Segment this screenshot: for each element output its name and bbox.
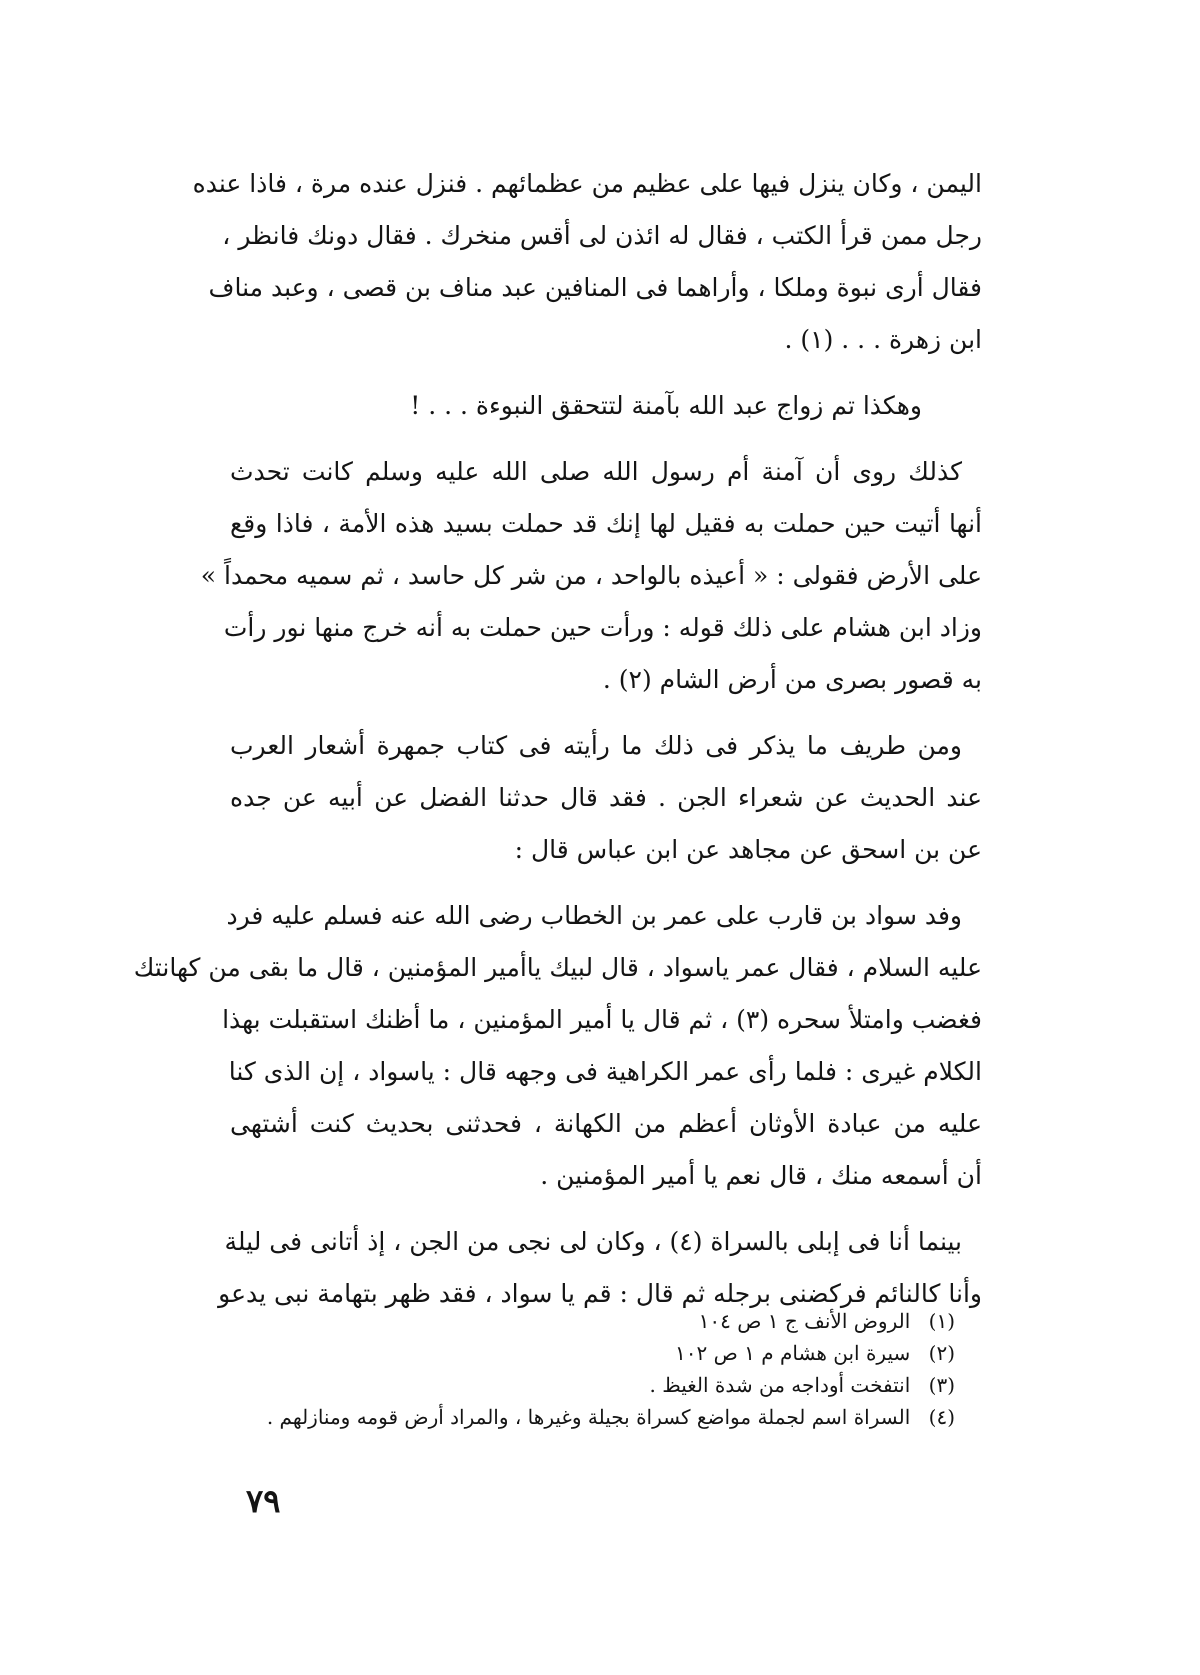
text-line: عليه السلام ، فقال عمر ياسواد ، قال لبيك ياأمير المؤمنين ، قال ما بقى من كهانتك <box>133 953 982 982</box>
text-line: وأنا كالنائم فركضنى برجله ثم قال : قم يا سواد ، فقد ظهر بتهامة نبى يدعو <box>218 1279 982 1308</box>
footnote-text: انتفخت أوداجه من شدة الغيظ . <box>649 1373 911 1397</box>
text-line: ابن زهرة . . . (١) . <box>784 325 982 354</box>
footnote-number: (١) <box>928 1309 955 1333</box>
footnote-text: السراة اسم لجملة مواضع كسراة بجيلة وغيرها ، والمراد أرض قومه ومنازلهم . <box>266 1405 911 1429</box>
paragraph <box>200 446 982 706</box>
text-line: على الأرض فقولى : « أعيذه بالواحد ، من شر كل حاسد ، ثم سميه محمداً » <box>200 561 982 590</box>
footnote <box>240 1305 955 1337</box>
text-line: ومن طريف ما يذكر فى ذلك ما رأيته فى كتاب جمهرة أشعار العرب <box>230 731 962 760</box>
paragraph <box>133 890 982 1202</box>
text-line: عن بن اسحق عن مجاهد عن ابن عباس قال : <box>514 835 982 864</box>
text-line: اليمن ، وكان ينزل فيها على عظيم من عظمائهم . فنزل عنده مرة ، فاذا عنده <box>192 169 982 198</box>
text-line: فغضب وامتلأ سحره (٣) ، ثم قال يا أمير المؤمنين ، ما أظنك استقبلت بهذا <box>222 1005 982 1034</box>
text-line: رجل ممن قرأ الكتب ، فقال له ائذن لى أقس منخرك . فقال دونك فانظر ، <box>222 221 982 250</box>
text-line: أنها أتيت حين حملت به فقيل لها إنك قد حملت بسيد هذه الأمة ، فاذا وقع <box>230 509 982 538</box>
footnotes <box>240 1305 955 1433</box>
paragraph <box>230 720 982 876</box>
text-line: عليه من عبادة الأوثان أعظم من الكهانة ، فحدثنى بحديث كنت أشتهى <box>230 1109 982 1138</box>
footnote-number: (٣) <box>928 1373 955 1397</box>
text-line: وزاد ابن هشام على ذلك قوله : ورأت حين حملت به أنه خرج منها نور رأت <box>223 613 982 642</box>
text-line: به قصور بصرى من أرض الشام (٢) . <box>602 665 982 694</box>
text-line: وهكذا تم زواج عبد الله بآمنة لتتحقق النبوءة . . . ! <box>410 391 922 420</box>
text-line: بينما أنا فى إبلى بالسراة (٤) ، وكان لى نجى من الجن ، إذ أتانى فى ليلة <box>224 1227 962 1256</box>
text-line: وفد سواد بن قارب على عمر بن الخطاب رضى الله عنه فسلم عليه فرد <box>226 901 962 930</box>
text-line: فقال أرى نبوة وملكا ، وأراهما فى المنافين عبد مناف بن قصى ، وعبد مناف <box>208 273 982 302</box>
paragraph <box>230 380 982 432</box>
text-line: عند الحديث عن شعراء الجن . فقد قال حدثنا الفضل عن أبيه عن جده <box>230 783 982 812</box>
footnote-number: (٢) <box>928 1341 955 1365</box>
footnote-number: (٤) <box>928 1405 955 1429</box>
footnote <box>240 1337 955 1369</box>
text-line: الكلام غيرى : فلما رأى عمر الكراهية فى وجهه قال : ياسواد ، إن الذى كنا <box>228 1057 982 1086</box>
footnote <box>240 1401 955 1433</box>
footnote-text: سيرة ابن هشام م ١ ص ١٠٢ <box>675 1341 911 1365</box>
paragraph <box>192 158 982 366</box>
footnote-text: الروض الأنف ج ١ ص ١٠٤ <box>698 1309 911 1333</box>
text-line: كذلك روى أن آمنة أم رسول الله صلى الله عليه وسلم كانت تحدث <box>230 457 962 486</box>
body-text <box>133 158 982 1334</box>
footnote <box>240 1369 955 1401</box>
page-number: ٧٩ <box>246 1482 281 1520</box>
text-line: أن أسمعه منك ، قال نعم يا أمير المؤمنين . <box>540 1161 982 1190</box>
